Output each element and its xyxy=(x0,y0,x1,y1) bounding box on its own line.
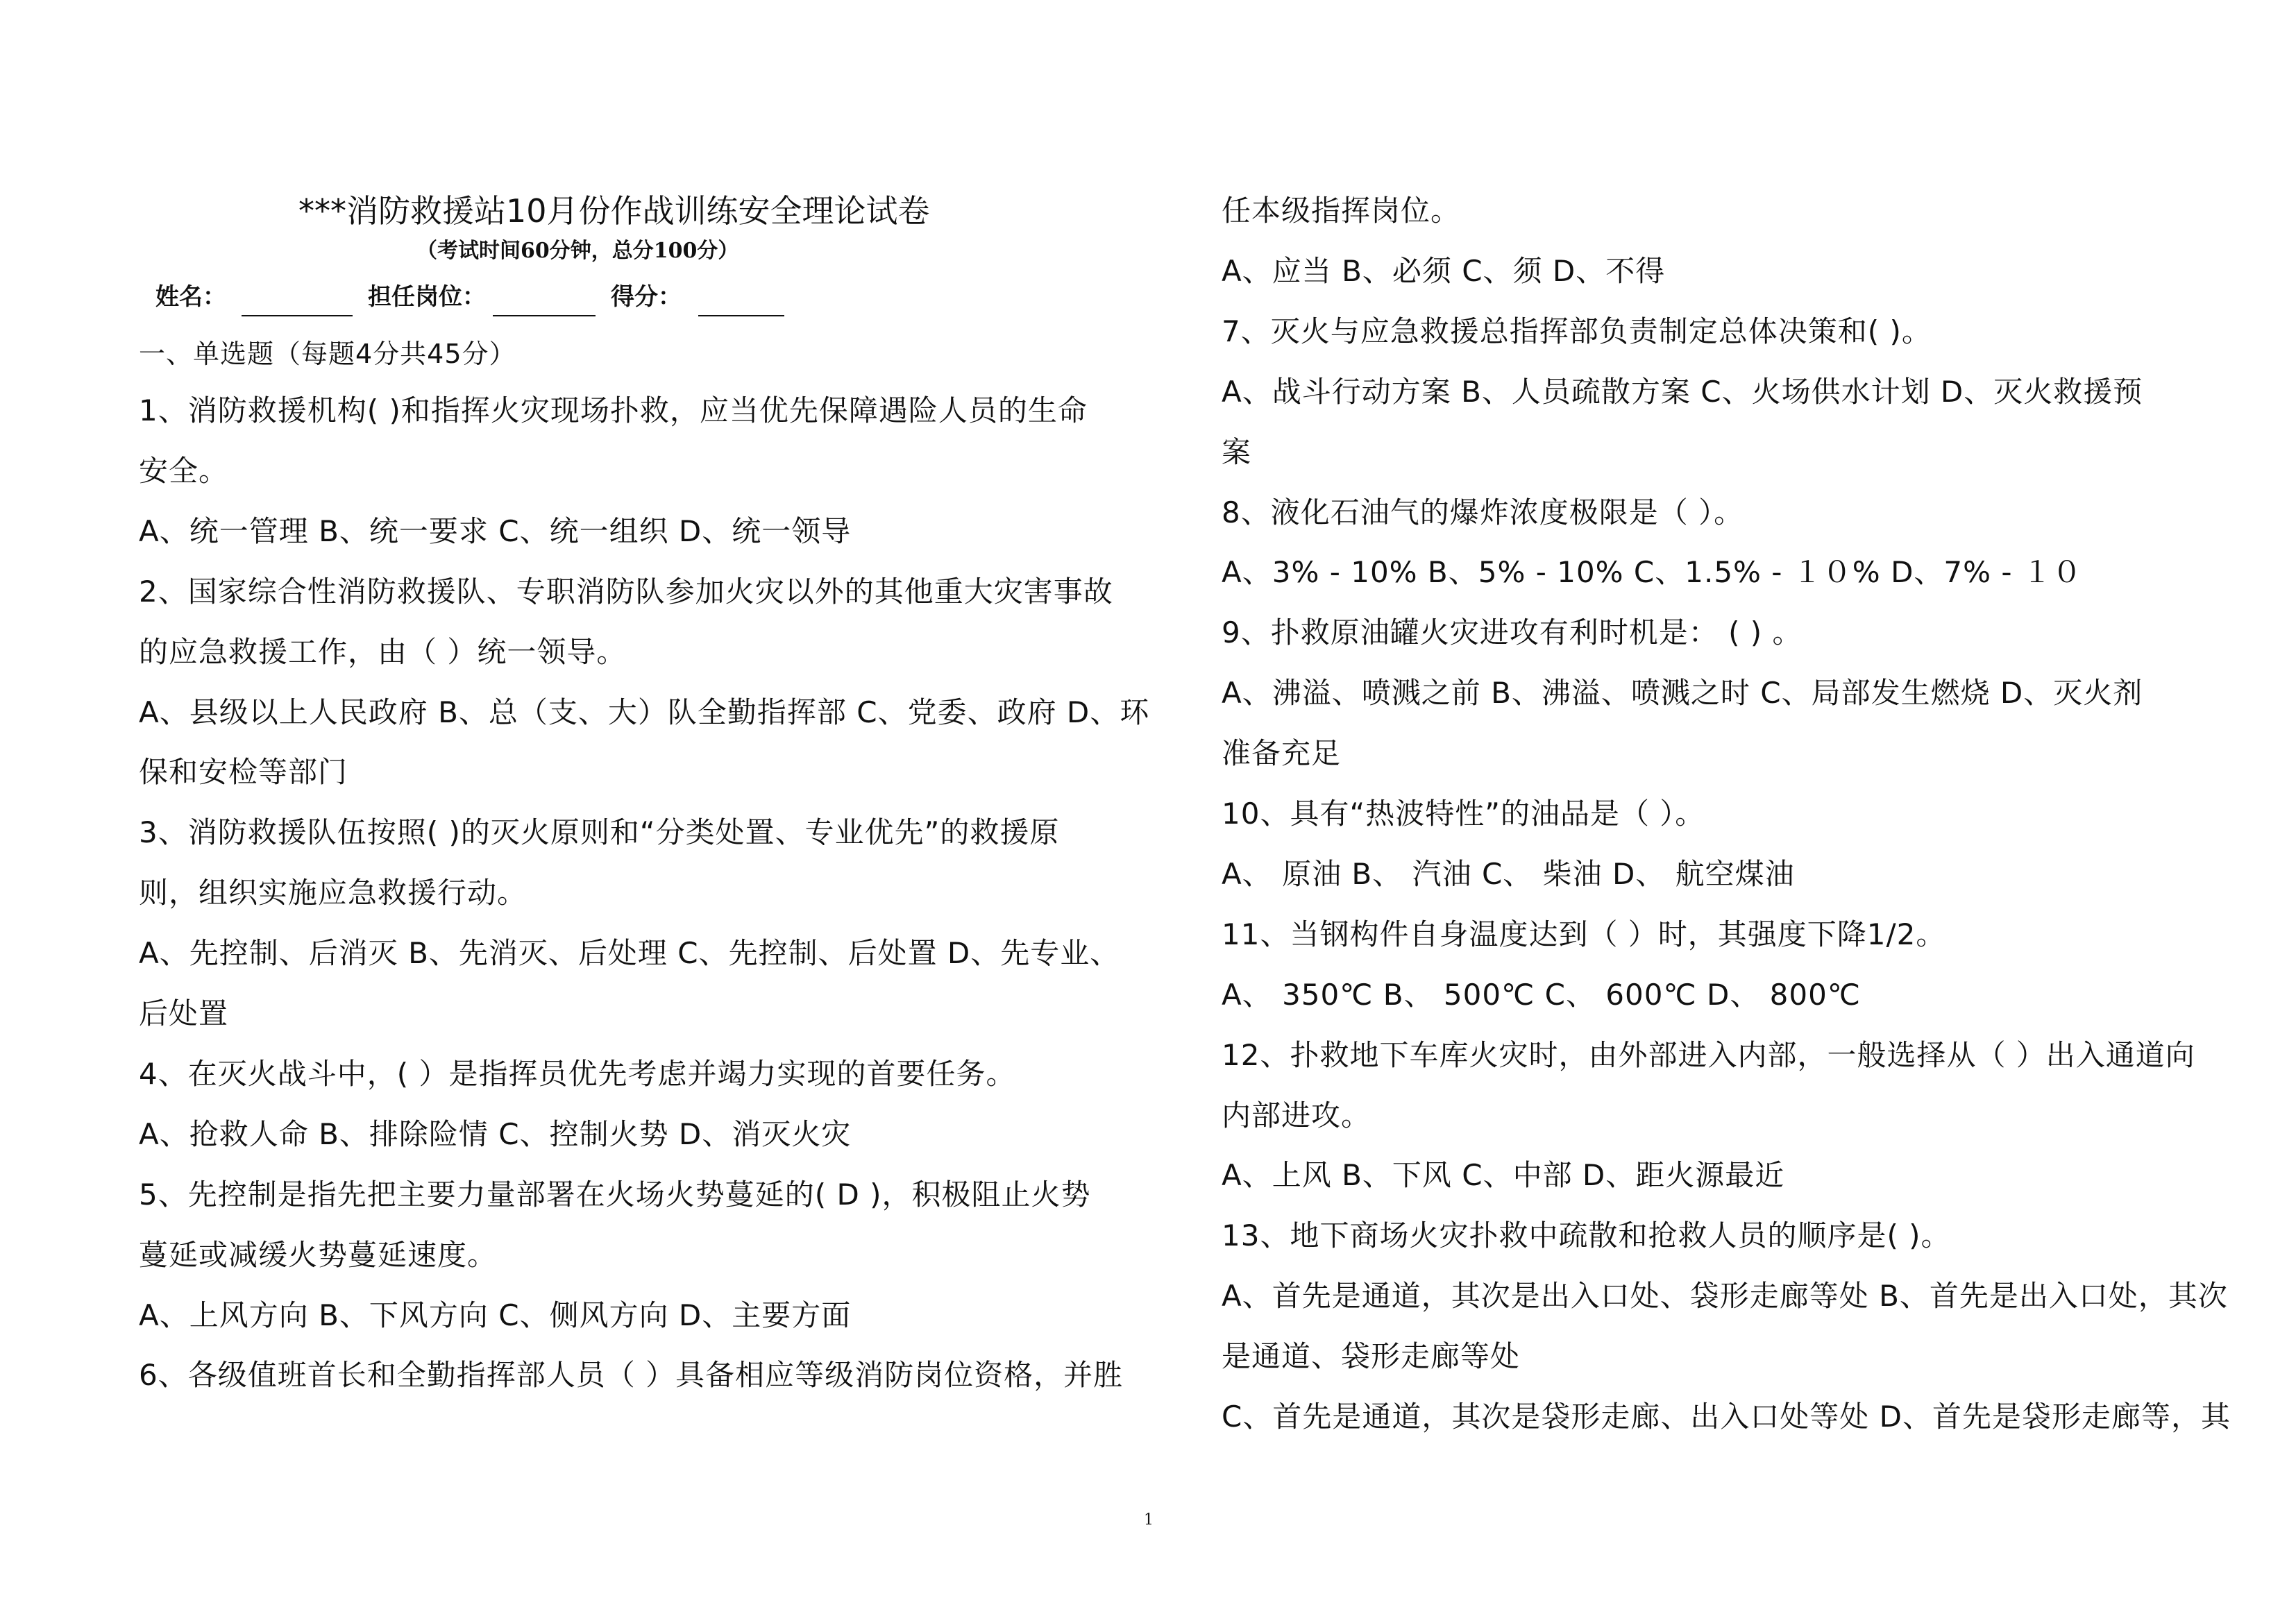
score-blank xyxy=(698,287,784,316)
section-heading: 一、单选题（每题4分共45分） xyxy=(139,339,516,369)
question-line: 内部进攻。 xyxy=(1222,1098,1371,1132)
post-blank xyxy=(493,287,596,316)
question-line: 10、具有“热波特性”的油品是（ ）。 xyxy=(1222,797,1705,831)
name-blank xyxy=(242,287,353,316)
question-line: 11、当钢构件自身温度达到（ ）时，其强度下降1/2。 xyxy=(1222,917,1946,951)
question-line: 4、在灭火战斗中，( ）是指挥员优先考虑并竭力实现的首要任务。 xyxy=(139,1056,1016,1091)
question-line: A、县级以上人民政府 B、总（支、大）队全勤指挥部 C、党委、政府 D、环 xyxy=(139,695,1150,729)
question-line: 13、地下商场火灾扑救中疏散和抢救人员的顺序是( )。 xyxy=(1222,1218,1951,1253)
question-line: 8、液化石油气的爆炸浓度极限是（ ）。 xyxy=(1222,495,1744,529)
question-line: A、 350℃ B、 500℃ C、 600℃ D、 800℃ xyxy=(1222,977,1861,1012)
question-line: A、首先是通道，其次是出入口处、袋形走廊等处 B、首先是出入口处，其次 xyxy=(1222,1279,2228,1314)
question-line: 是通道、袋形走廊等处 xyxy=(1222,1339,1521,1374)
question-line: 5、先控制是指先把主要力量部署在火场火势蔓延的( D )，积极阻止火势 xyxy=(139,1177,1091,1212)
question-line: A、上风 B、下风 C、中部 D、距火源最近 xyxy=(1222,1158,1785,1193)
question-line: 12、扑救地下车库火灾时，由外部进入内部，一般选择从（ ）出入通道向 xyxy=(1222,1037,2195,1072)
question-line: 准备充足 xyxy=(1222,736,1342,771)
score-label: 得分： xyxy=(611,283,682,311)
candidate-info-row xyxy=(155,278,784,316)
question-line: C、首先是通道，其次是袋形走廊、出入口处等处 D、首先是袋形走廊等，其 xyxy=(1222,1400,2231,1434)
question-line: A、战斗行动方案 B、人员疏散方案 C、火场供水计划 D、灭火救援预 xyxy=(1222,374,2143,409)
question-line: 案 xyxy=(1222,434,1252,469)
exam-subtitle: （考试时间60分钟，总分100分） xyxy=(416,239,739,263)
post-label: 担任岗位： xyxy=(368,283,486,311)
question-line: A、3% - 10% B、5% - 10% C、1.5% - １０% D、7% - １０ xyxy=(1222,555,2082,590)
question-line: 7、灭火与应急救援总指挥部负责制定总体决策和( )。 xyxy=(1222,314,1932,348)
question-line: 任本级指挥岗位。 xyxy=(1222,194,1461,228)
question-line: A、沸溢、喷溅之前 B、沸溢、喷溅之时 C、局部发生燃烧 D、灭火剂 xyxy=(1222,676,2143,711)
question-line: A、上风方向 B、下风方向 C、侧风方向 D、主要方面 xyxy=(139,1298,852,1332)
question-line: A、 原油 B、 汽油 C、 柴油 D、 航空煤油 xyxy=(1222,856,1795,891)
question-line: A、应当 B、必须 C、须 D、不得 xyxy=(1222,253,1666,288)
question-line: 蔓延或减缓火势蔓延速度。 xyxy=(139,1237,498,1272)
question-line: 1、消防救援机构( )和指挥火灾现场扑救，应当优先保障遇险人员的生命 xyxy=(139,393,1088,427)
name-label: 姓名： xyxy=(155,283,226,311)
question-line: 6、各级值班首长和全勤指挥部人员（ ）具备相应等级消防岗位资格，并胜 xyxy=(139,1358,1124,1393)
question-line: 2、国家综合性消防救援队、专职消防队参加火灾以外的其他重大灾害事故 xyxy=(139,574,1113,609)
question-line: A、抢救人命 B、排除险情 C、控制火势 D、消灭火灾 xyxy=(139,1116,852,1151)
exam-title: ***消防救援站10月份作战训练安全理论试卷 xyxy=(298,192,930,230)
question-line: 则，组织实施应急救援行动。 xyxy=(139,876,527,910)
question-line: 安全。 xyxy=(139,453,229,488)
question-line: 保和安检等部门 xyxy=(139,755,348,790)
question-line: 3、消防救援队伍按照( )的灭火原则和“分类处置、专业优先”的救援原 xyxy=(139,815,1060,850)
page-number: 1 xyxy=(1144,1511,1154,1529)
question-line: 9、扑救原油罐火灾进攻有利时机是： ( ) 。 xyxy=(1222,615,1803,650)
question-line: 的应急救援工作，由（ ）统一领导。 xyxy=(139,634,627,669)
question-line: A、统一管理 B、统一要求 C、统一组织 D、统一领导 xyxy=(139,513,852,548)
question-line: A、先控制、后消灭 B、先消灭、后处理 C、先控制、后处置 D、先专业、 xyxy=(139,936,1120,971)
question-line: 后处置 xyxy=(139,996,229,1030)
